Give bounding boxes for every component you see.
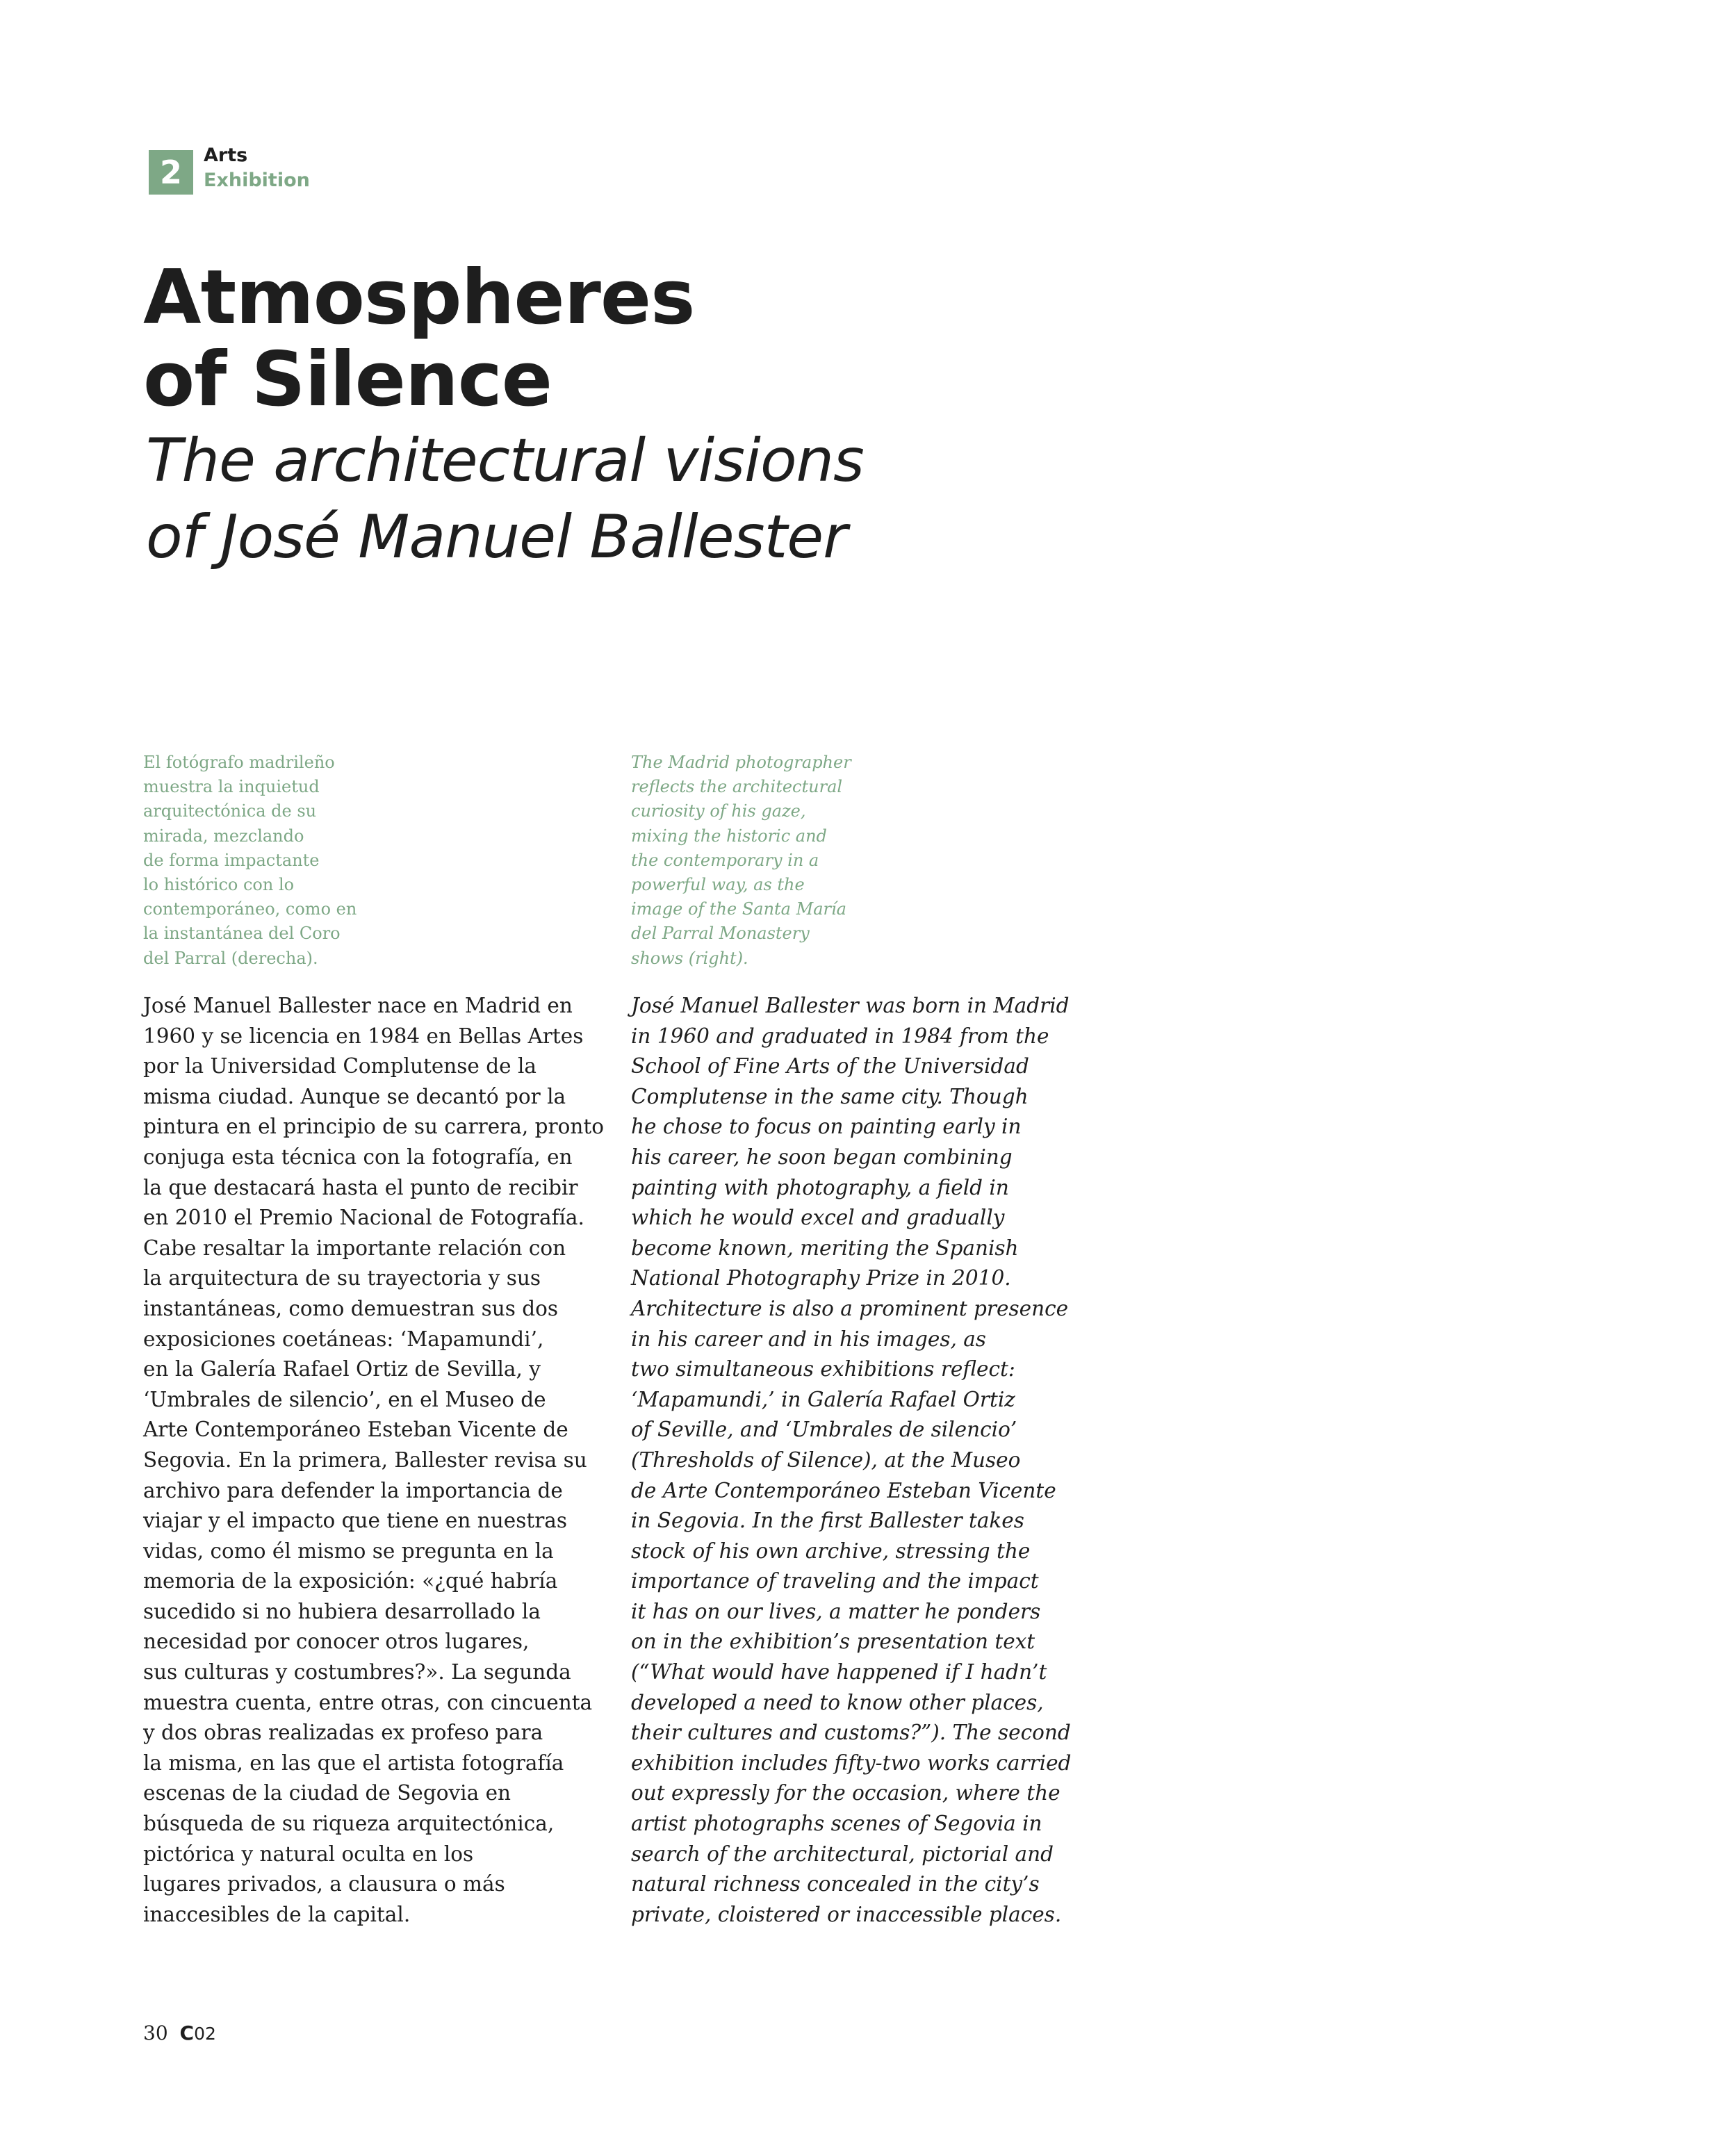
magazine-logo: C: [179, 2022, 195, 2044]
body-line: por la Universidad Complutense de la: [143, 1054, 537, 1079]
body-line: in 1960 and graduated in 1984 from the: [631, 1024, 1049, 1048]
body-line: on in the exhibition’s presentation text: [631, 1630, 1035, 1654]
body-line: ‘Umbrales de silencio’, en el Museo de: [143, 1387, 546, 1411]
body-line: painting with photography, a field in: [631, 1175, 1009, 1199]
title-line: of Silence: [143, 336, 552, 423]
body-line: sus culturas y costumbres?». La segunda: [143, 1660, 571, 1684]
body-line: importance of traveling and the impact: [631, 1569, 1039, 1593]
body-line: out expressly for the occasion, where the: [631, 1781, 1061, 1805]
body-line: escenas de la ciudad de Segovia en: [143, 1781, 511, 1805]
body-line: misma ciudad. Aunque se decantó por la: [143, 1084, 566, 1108]
caption-english: [631, 751, 851, 971]
body-line: Cabe resaltar la importante relación con: [143, 1236, 566, 1260]
body-line: sucedido si no hubiera desarrollado la: [143, 1599, 541, 1623]
body-text-spanish: [143, 991, 604, 1930]
caption-line: mixing the historic and: [631, 826, 827, 846]
subsection-name: Exhibition: [204, 170, 310, 191]
body-line: lugares privados, a clausura o más: [143, 1872, 505, 1896]
body-line: Segovia. En la primera, Ballester revisa su: [143, 1448, 587, 1472]
body-line: of Seville, and ‘Umbrales de silencio’: [631, 1418, 1017, 1442]
body-line: Complutense in the same city. Though: [631, 1084, 1029, 1108]
body-line: José Manuel Ballester was born in Madrid: [631, 994, 1070, 1017]
body-line: vidas, como él mismo se pregunta en la: [143, 1539, 554, 1563]
caption-line: El fotógrafo madrileño: [143, 753, 335, 772]
body-line: their cultures and customs?”). The second: [631, 1721, 1071, 1745]
caption-line: reflects the architectural: [631, 777, 843, 797]
body-line: la misma, en las que el artista fotografía: [143, 1751, 564, 1775]
body-line: exhibition includes fifty-two works carried: [631, 1751, 1072, 1775]
body-line: inaccesibles de la capital.: [143, 1902, 411, 1926]
body-line: conjuga esta técnica con la fotografía, en: [143, 1145, 573, 1169]
caption-line: image of the Santa María: [631, 899, 846, 919]
page-number: 30: [143, 2022, 168, 2044]
body-line: 1960 y se licencia en 1984 en Bellas Artes: [143, 1024, 584, 1048]
body-line: two simultaneous exhibitions reflect:: [631, 1357, 1015, 1382]
body-line: archivo para defender la importancia de: [143, 1478, 563, 1502]
body-line: instantáneas, como demuestran sus dos: [143, 1296, 559, 1320]
section-name: Arts: [204, 145, 248, 166]
body-line: become known, meriting the Spanish: [631, 1236, 1019, 1260]
body-line: la que destacará hasta el punto de recibir: [143, 1175, 578, 1199]
caption-line: the contemporary in a: [631, 850, 819, 870]
body-line: in Segovia. In the first Ballester takes: [631, 1509, 1024, 1533]
caption-line: la instantánea del Coro: [143, 924, 341, 944]
body-line: he chose to focus on painting early in: [631, 1115, 1022, 1139]
body-line: Arte Contemporáneo Esteban Vicente de: [143, 1418, 568, 1442]
body-line: search of the architectural, pictorial and: [631, 1842, 1054, 1866]
body-line: pintura en el principio de su carrera, pronto: [143, 1115, 604, 1139]
body-line: National Photography Prize in 2010.: [631, 1266, 1011, 1290]
caption-line: lo histórico con lo: [143, 875, 295, 895]
body-line: (Thresholds of Silence), at the Museo: [631, 1448, 1021, 1472]
caption-line: shows (right).: [631, 948, 748, 968]
caption-line: contemporáneo, como en: [143, 899, 357, 919]
caption-line: curiosity of his gaze,: [631, 801, 806, 821]
caption-line: de forma impactante: [143, 850, 320, 870]
caption-spanish: [143, 751, 357, 971]
body-line: exposiciones coetáneas: ‘Mapamundi’,: [143, 1327, 544, 1351]
body-line: ‘Mapamundi,’ in Galería Rafael Ortiz: [631, 1387, 1015, 1411]
body-line: José Manuel Ballester nace en Madrid en: [143, 994, 573, 1017]
body-line: School of Fine Arts of the Universidad: [631, 1054, 1029, 1079]
article-title: [143, 254, 695, 423]
section-number-badge: 2: [149, 150, 193, 195]
caption-line: The Madrid photographer: [631, 753, 851, 772]
caption-line: arquitectónica de su: [143, 801, 317, 821]
body-line: stock of his own archive, stressing the: [631, 1539, 1031, 1563]
issue-number: 02: [194, 2024, 216, 2044]
body-line: la arquitectura de su trayectoria y sus: [143, 1266, 541, 1290]
body-line: (“What would have happened if I hadn’t: [631, 1660, 1047, 1684]
body-line: private, cloistered or inaccessible places.: [631, 1902, 1062, 1926]
body-line: memoria de la exposición: «¿qué habría: [143, 1569, 558, 1593]
body-line: de Arte Contemporáneo Esteban Vicente: [631, 1478, 1056, 1502]
body-line: which he would excel and gradually: [631, 1206, 1005, 1230]
body-line: necesidad por conocer otros lugares,: [143, 1630, 530, 1654]
caption-line: muestra la inquietud: [143, 777, 320, 797]
body-line: his career, he soon began combining: [631, 1145, 1013, 1169]
caption-line: del Parral Monastery: [631, 924, 810, 944]
body-line: natural richness concealed in the city’s: [631, 1872, 1040, 1896]
body-line: Architecture is also a prominent presence: [631, 1296, 1069, 1320]
subtitle-line: The architectural visions: [146, 426, 864, 495]
body-line: en la Galería Rafael Ortiz de Sevilla, y: [143, 1357, 541, 1382]
caption-line: mirada, mezclando: [143, 826, 304, 846]
article-subtitle: [146, 423, 864, 575]
section-label: [204, 143, 310, 193]
body-line: búsqueda de su riqueza arquitectónica,: [143, 1812, 555, 1836]
body-line: developed a need to know other places,: [631, 1690, 1044, 1714]
body-line: muestra cuenta, entre otras, con cincuenta: [143, 1690, 593, 1714]
title-line: Atmospheres: [143, 254, 695, 341]
body-line: en 2010 el Premio Nacional de Fotografía.: [143, 1206, 584, 1230]
body-line: artist photographs scenes of Segovia in: [631, 1812, 1042, 1836]
body-text-english: [631, 991, 1071, 1930]
page-footer: [143, 2021, 216, 2047]
body-line: y dos obras realizadas ex profeso para: [143, 1721, 543, 1745]
subtitle-line: of José Manuel Ballester: [146, 502, 847, 572]
caption-line: del Parral (derecha).: [143, 948, 318, 968]
body-line: viajar y el impacto que tiene en nuestras: [143, 1509, 568, 1533]
caption-line: powerful way, as the: [631, 875, 805, 895]
body-line: it has on our lives, a matter he ponders: [631, 1599, 1041, 1623]
body-line: in his career and in his images, as: [631, 1327, 986, 1351]
body-line: pictórica y natural oculta en los: [143, 1842, 474, 1866]
